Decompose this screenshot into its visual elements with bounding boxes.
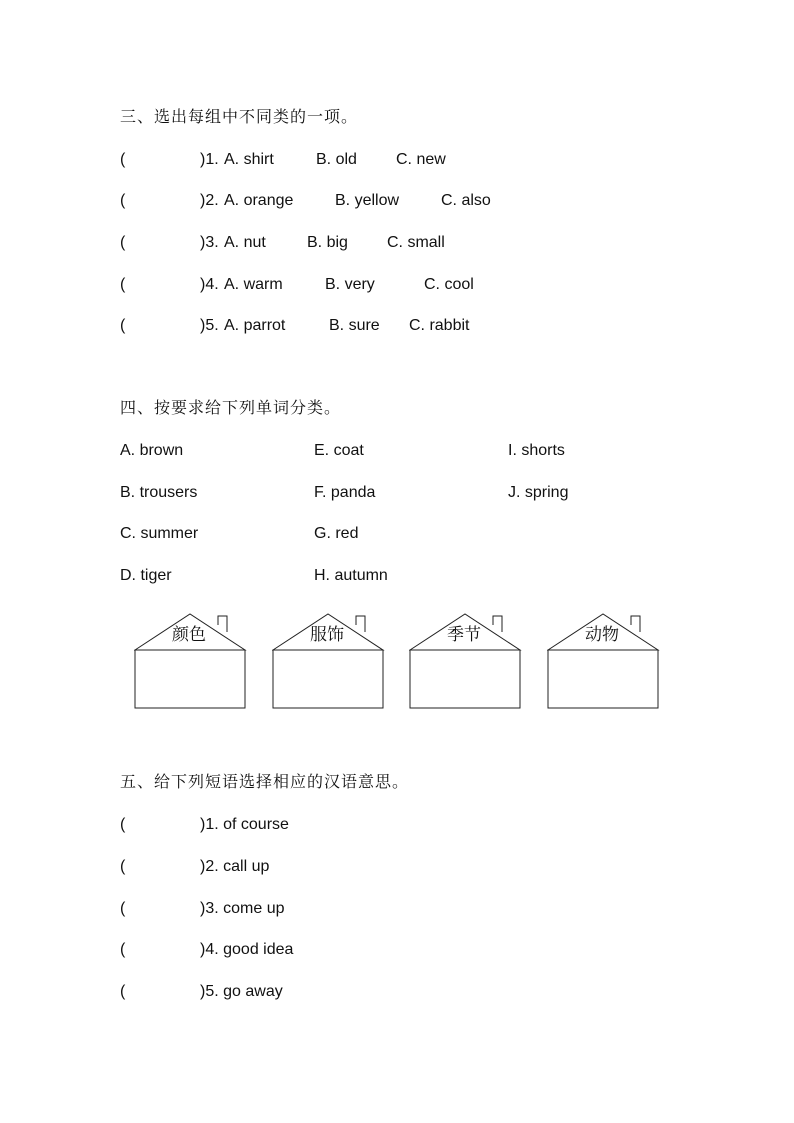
option-a: A. shirt (224, 151, 274, 168)
option-c: C. new (396, 151, 446, 168)
answer-paren[interactable]: ( (120, 317, 126, 334)
word-e: E. coat (314, 442, 364, 459)
answer-paren[interactable]: ( (120, 276, 126, 293)
section4-heading: 四、按要求给下列单词分类。 (120, 400, 342, 417)
question-number: )2. (200, 192, 219, 209)
option-a: A. orange (224, 192, 294, 209)
option-a: A. nut (224, 234, 266, 251)
answer-paren[interactable]: ( (120, 858, 126, 875)
question-number: )5. (200, 317, 219, 334)
option-b: B. very (325, 276, 375, 293)
house-animals[interactable] (547, 610, 661, 710)
answer-paren[interactable]: ( (120, 192, 126, 209)
answer-paren[interactable]: ( (120, 151, 126, 168)
word-a: A. brown (120, 442, 184, 459)
option-c: C. rabbit (409, 317, 470, 334)
option-a: A. warm (224, 276, 283, 293)
word-g: G. red (314, 525, 359, 542)
question-number: )4. (200, 276, 219, 293)
option-b: B. sure (329, 317, 380, 334)
phrase-text: )4. good idea (200, 941, 294, 958)
word-f: F. panda (314, 484, 376, 501)
answer-paren[interactable]: ( (120, 941, 126, 958)
section3-heading: 三、选出每组中不同类的一项。 (120, 109, 359, 126)
house-colors[interactable] (134, 610, 248, 710)
answer-paren[interactable]: ( (120, 900, 126, 917)
phrase-text: )2. call up (200, 858, 270, 875)
house-label: 服饰 (310, 625, 344, 644)
section5-heading: 五、给下列短语选择相应的汉语意思。 (120, 774, 410, 791)
house-label: 颜色 (172, 625, 206, 644)
option-c: C. also (441, 192, 491, 209)
option-c: C. small (387, 234, 445, 251)
phrase-text: )5. go away (200, 983, 283, 1000)
phrase-text: )1. of course (200, 816, 289, 833)
option-b: B. old (316, 151, 357, 168)
word-d: D. tiger (120, 567, 172, 584)
word-h: H. autumn (314, 567, 388, 584)
word-i: I. shorts (508, 442, 565, 459)
word-j: J. spring (508, 484, 569, 501)
option-c: C. cool (424, 276, 474, 293)
option-a: A. parrot (224, 317, 286, 334)
house-clothing[interactable] (272, 610, 386, 710)
phrase-text: )3. come up (200, 900, 285, 917)
option-b: B. yellow (335, 192, 400, 209)
house-label: 季节 (447, 625, 481, 644)
house-label: 动物 (585, 625, 619, 644)
question-number: )1. (200, 151, 219, 168)
answer-paren[interactable]: ( (120, 816, 126, 833)
word-b: B. trousers (120, 484, 198, 501)
word-c: C. summer (120, 525, 199, 542)
answer-paren[interactable]: ( (120, 234, 126, 251)
answer-paren[interactable]: ( (120, 983, 126, 1000)
house-seasons[interactable] (409, 610, 523, 710)
question-number: )3. (200, 234, 219, 251)
option-b: B. big (307, 234, 348, 251)
